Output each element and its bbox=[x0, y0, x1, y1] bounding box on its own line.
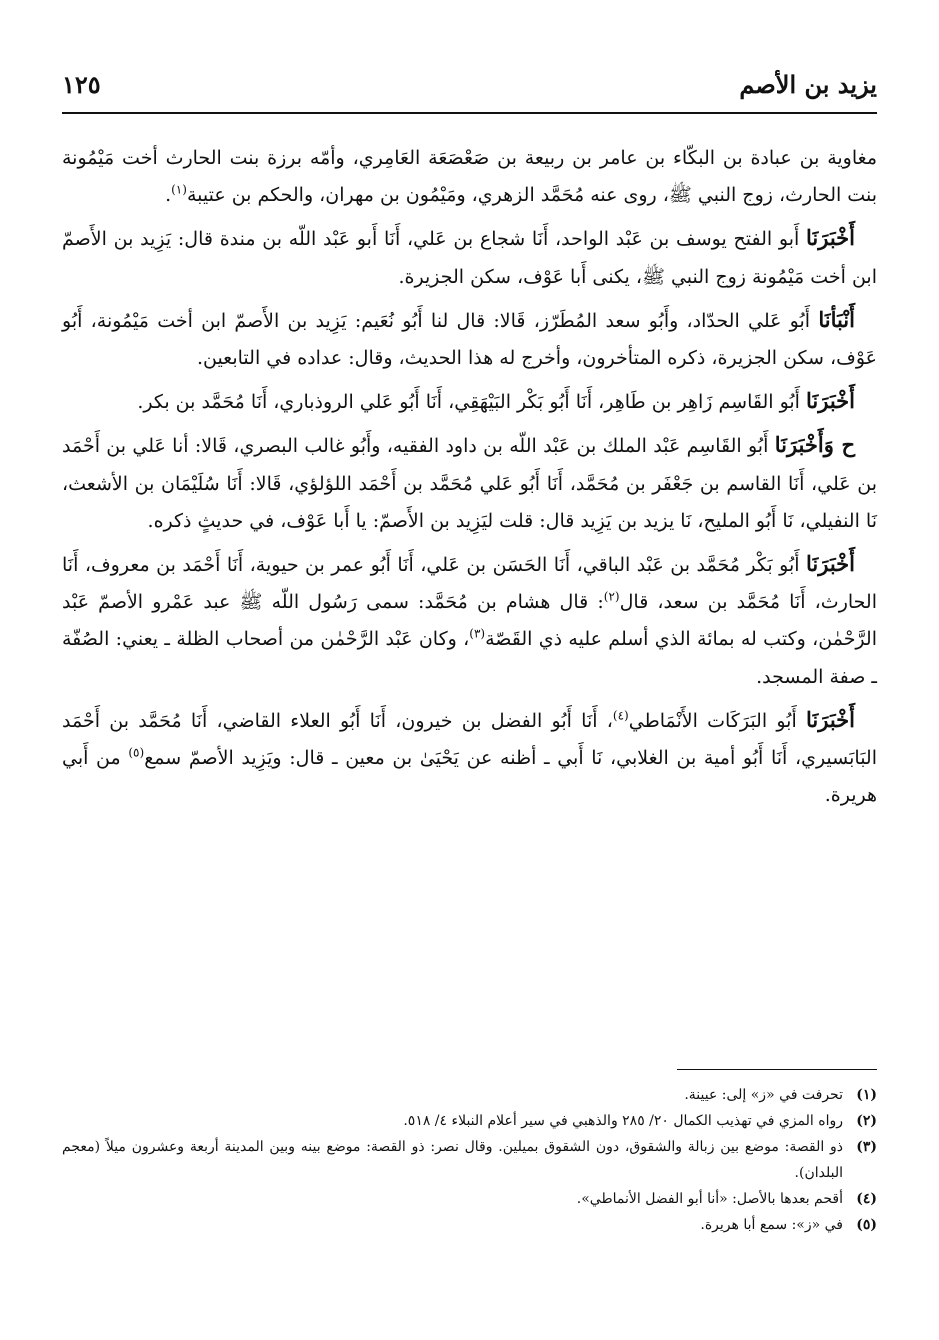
footnote-text: أقحم بعدها بالأصل: «أنا أبو الفضل الأنماطي». bbox=[576, 1191, 843, 1207]
page-header bbox=[62, 62, 877, 114]
paragraph-text: أَبُو القَاسِم عَبْد الملك بن عَبْد اللّه بن داود الفقيه، وأَبُو غالب البصري، قَالا: أنا عَلي بن أَحْمَد بن عَلي، أَنَا القاسم بن جَعْفَر بن مُحَمَّد، أَنَا أَبُو عَلي مُحَمَّد بن أَحْمَد اللؤلؤي، قَالا: أَنَا سُلَيْمَان بن الأشعث، نَا النفيلي، نَا أَبُو المليح، نَا يزيد بن يَزِيد قال: قلت ليَزِيد بن الأَصمّ: يا أَبا عَوْف، في حديثٍ ذكره. bbox=[62, 435, 877, 532]
paragraph bbox=[62, 382, 877, 421]
main-text bbox=[62, 140, 877, 819]
paragraph-text: أَبُو عَلي الحدّاد، وأَبُو سعد المُطَرّز، قَالا: قال لنا أَبُو نُعَيم: يَزِيد بن الأَصمّ ابن أخت مَيْمُونة، أَبُو عَوْف، سكن الجزيرة، ذكره المتأخرون، وأخرج له هذا الحديث، وقال: عداده في التابعين. bbox=[62, 309, 877, 370]
footnote bbox=[62, 1134, 877, 1186]
paragraph-text-cont: ، أَنَا أَبُو الفضل بن خيرون، أَنَا أَبُو العلاء القاضي، أَنَا مُحَمَّد بن أَحْمَد البَابَسيري، أَنَا أَبُو أمية بن الغلابي، نَا أَبي ـ أظنه عن يَحْيَىٰ بن معين ـ قال: ويَزِيد الأصمّ سمع bbox=[62, 709, 877, 770]
footnote bbox=[62, 1212, 877, 1238]
paragraph-text: أَبُو القَاسِم زَاهِر بن طَاهِر، أَنَا أَبُو بَكْر البَيْهَقِي، أَنَا أَبُو عَلي الروذباري، أَنَا مُحَمَّد بن بكر. bbox=[137, 391, 800, 414]
paragraph bbox=[62, 301, 877, 377]
footnote-separator bbox=[677, 1069, 877, 1070]
paragraph-text-end: من أَبي هريرة. bbox=[62, 747, 877, 807]
isnad-lead: أَخْبَرَنَا bbox=[806, 551, 855, 577]
footnote-number: (٣) bbox=[856, 1139, 877, 1155]
paragraph-text-end: ، وكان عَبْد الرَّحْمٰن من أصحاب الظلة ـ يعني: الصُفّة ـ صفة المسجد. bbox=[62, 628, 877, 688]
paragraph-text: أَبو الفتح يوسف بن عَبْد الواحد، أَنَا شجاع بن عَلي، أَنَا أَبو عَبْد اللّه بن مندة قال: يَزِيد بن الأَصمّ ابن أخت مَيْمُونة زوج النبي ﷺ، يكنى أَبا عَوْف، سكن الجزيرة. bbox=[62, 228, 877, 288]
footnote-text: ذو القصة: موضع بين زبالة والشقوق، دون الشقوق بميلين. وقال نصر: ذو القصة: موضع بينه وبين المدينة أربعة وعشرون ميلاً (معجم البلدان). bbox=[62, 1139, 843, 1181]
footnote-number: (٢) bbox=[856, 1113, 877, 1129]
paragraph bbox=[62, 701, 877, 815]
footnote-text: تحرفت في «ز» إلى: عيينة. bbox=[684, 1087, 843, 1103]
footnote-number: (٥) bbox=[856, 1217, 877, 1233]
footnote-ref: (٤) bbox=[612, 708, 629, 723]
footnote-number: (١) bbox=[856, 1087, 877, 1103]
paragraph bbox=[62, 426, 877, 540]
footnote-text: في «ز»: سمع أبا هريرة. bbox=[700, 1217, 843, 1233]
paragraph bbox=[62, 140, 877, 214]
paragraph-text-end: . bbox=[165, 184, 172, 207]
isnad-lead: أَخْبَرَنَا bbox=[806, 706, 855, 732]
paragraph-text: أَبُو البَرَكَات الأَنْمَاطي bbox=[628, 709, 797, 732]
footnote-ref: (٥) bbox=[128, 745, 145, 760]
footnote bbox=[62, 1108, 877, 1134]
isnad-lead: أَخْبَرَنَا bbox=[806, 225, 855, 251]
isnad-lead: ح وَأَخْبَرَنَا bbox=[774, 432, 855, 458]
book-page bbox=[62, 0, 877, 1340]
footnote bbox=[62, 1186, 877, 1212]
running-title: يزيد بن الأصم bbox=[739, 70, 877, 99]
footnote-ref: (١) bbox=[171, 182, 187, 197]
paragraph bbox=[62, 545, 877, 696]
paragraph bbox=[62, 219, 877, 295]
isnad-lead: أَخْبَرَنَا bbox=[806, 388, 855, 414]
footnotes bbox=[62, 1082, 877, 1238]
paragraph-text: أَبُو بَكْر مُحَمَّد بن عَبْد الباقي، أَنَا الحَسَن بن عَلي، أَنَا أَبُو عمر بن حيوية، أَنَا أَحْمَد بن معروف، أَنَا الحارث، أَنَا مُحَمَّد بن سعد، قال bbox=[62, 554, 877, 614]
footnote bbox=[62, 1082, 877, 1108]
page-number: ١٢٥ bbox=[62, 70, 101, 99]
footnote-ref: (٣) bbox=[469, 627, 486, 642]
isnad-lead: أَنْبَأنَا bbox=[818, 306, 855, 332]
footnote-number: (٤) bbox=[856, 1191, 877, 1207]
footnote-ref: (٢) bbox=[603, 589, 620, 604]
footnote-text: رواه المزي في تهذيب الكمال ٢٠/ ٢٨٥ والذهبي في سير أعلام النبلاء ٤/ ٥١٨. bbox=[403, 1113, 843, 1129]
paragraph-text: مغاوية بن عبادة بن البكّاء بن عامر بن ربيعة بن صَعْصَعَة العَامِري، وأمّه برزة بنت الحارث أخت مَيْمُونة بنت الحارث، زوج النبي ﷺ، روى عنه مُحَمَّد الزهري، ومَيْمُون بن مهران، والحكم بن عتيبة bbox=[62, 147, 877, 207]
paragraph-text-cont: : قال هشام بن مُحَمَّد: سمى رَسُول اللّه ﷺ عبد عَمْرو الأصمّ عَبْد الرَّحْمٰن، وكتب له بمائة الذي أسلم عليه ذي القَصّة bbox=[62, 591, 877, 651]
